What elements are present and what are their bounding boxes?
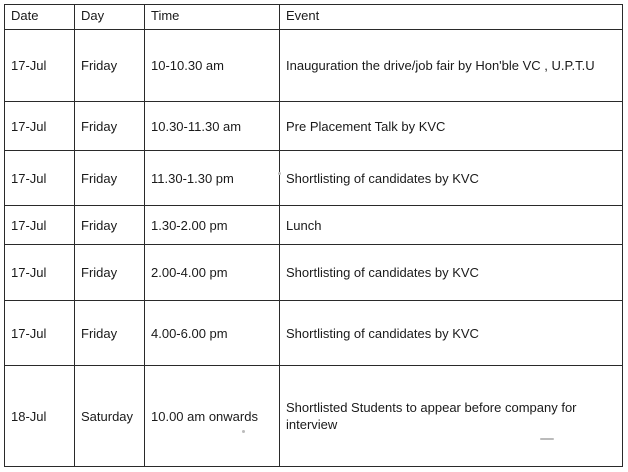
table-row — [5, 301, 623, 366]
cell-event: Shortlisting of candidates by KVC — [280, 245, 623, 301]
cell-time: 10-10.30 am — [145, 30, 280, 102]
table-row — [5, 102, 623, 151]
cell-day: Saturday — [75, 366, 145, 467]
cell-day: Friday — [75, 206, 145, 245]
cell-time: 2.00-4.00 pm — [145, 245, 280, 301]
cell-event: Shortlisting of candidates by KVC — [280, 301, 623, 366]
schedule-table — [4, 4, 623, 467]
cell-event: Lunch — [280, 206, 623, 245]
cell-date: 17-Jul — [5, 30, 75, 102]
table-row — [5, 245, 623, 301]
header-event: Event — [280, 5, 623, 30]
cell-day: Friday — [75, 30, 145, 102]
scan-speck — [540, 438, 554, 440]
scan-speck — [278, 172, 281, 175]
header-row — [5, 5, 623, 30]
scan-speck — [242, 430, 245, 433]
cell-date: 17-Jul — [5, 245, 75, 301]
cell-event: Shortlisted Students to appear before company for interview — [280, 366, 623, 467]
cell-time: 4.00-6.00 pm — [145, 301, 280, 366]
table-row — [5, 206, 623, 245]
cell-time: 11.30-1.30 pm — [145, 151, 280, 206]
header-time: Time — [145, 5, 280, 30]
schedule-sheet — [4, 4, 622, 467]
table-row — [5, 151, 623, 206]
table-row — [5, 30, 623, 102]
header-day: Day — [75, 5, 145, 30]
cell-day: Friday — [75, 245, 145, 301]
cell-time: 1.30-2.00 pm — [145, 206, 280, 245]
table-row — [5, 366, 623, 467]
cell-day: Friday — [75, 151, 145, 206]
cell-day: Friday — [75, 102, 145, 151]
cell-time: 10.00 am onwards — [145, 366, 280, 467]
cell-date: 17-Jul — [5, 206, 75, 245]
cell-date: 17-Jul — [5, 151, 75, 206]
cell-event: Shortlisting of candidates by KVC — [280, 151, 623, 206]
header-date: Date — [5, 5, 75, 30]
cell-day: Friday — [75, 301, 145, 366]
cell-event: Inauguration the drive/job fair by Hon'ble VC , U.P.T.U — [280, 30, 623, 102]
cell-time: 10.30-11.30 am — [145, 102, 280, 151]
cell-event: Pre Placement Talk by KVC — [280, 102, 623, 151]
cell-date: 17-Jul — [5, 102, 75, 151]
cell-date: 18-Jul — [5, 366, 75, 467]
cell-date: 17-Jul — [5, 301, 75, 366]
